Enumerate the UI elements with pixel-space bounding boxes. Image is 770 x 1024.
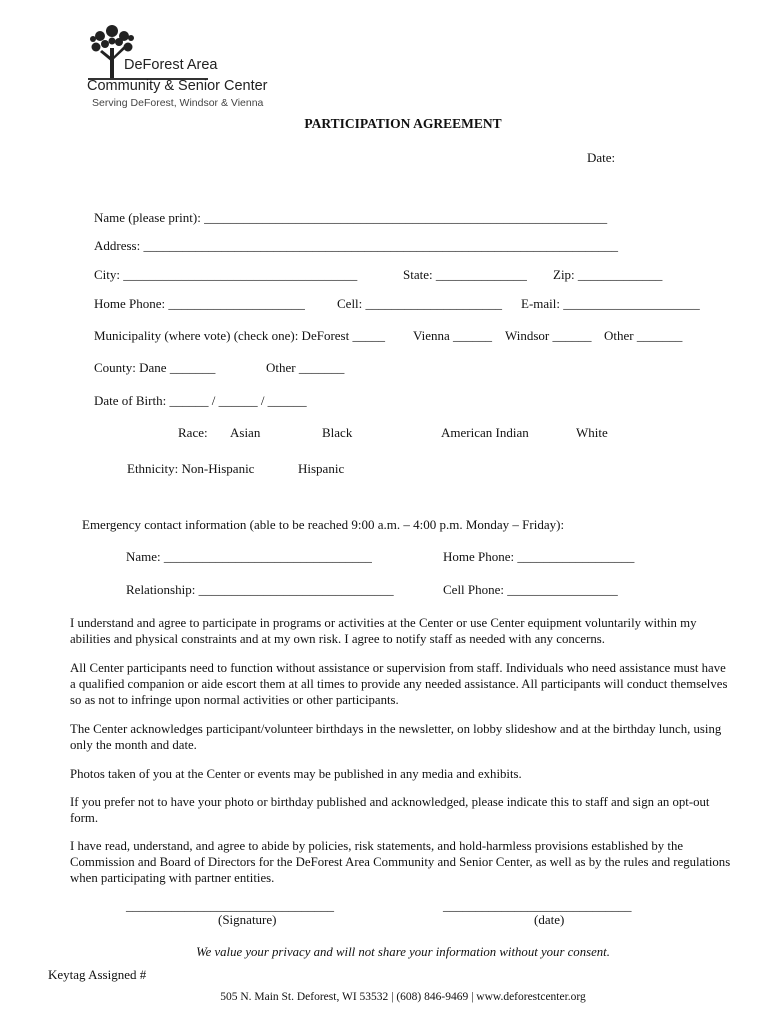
state-field[interactable]: State: ______________: [403, 267, 527, 282]
date-of-birth-field[interactable]: Date of Birth: ______ / ______ / ______: [94, 393, 307, 408]
email-field[interactable]: E-mail: _____________________: [521, 296, 700, 311]
address-field[interactable]: Address: _________________________________________________________________________: [94, 238, 618, 253]
county-dane-option[interactable]: County: Dane _______: [94, 360, 216, 375]
paragraph-opt-out: If you prefer not to have your photo or birthday published and acknowledged, please indicate this to staff and sign an opt-out form.: [70, 795, 710, 825]
org-subname: Community & Senior Center: [87, 78, 268, 94]
privacy-note: We value your privacy and will not share your information without your consent.: [196, 945, 610, 959]
emergency-home-phone-field[interactable]: Home Phone: __________________: [443, 549, 635, 564]
race-option-american-indian[interactable]: American Indian: [441, 425, 529, 440]
race-option-black[interactable]: Black: [322, 425, 353, 440]
paragraph-birthdays: The Center acknowledges participant/volunteer birthdays in the newsletter, on lobby slideshow and at the birthday lunch, using only the month and date.: [70, 722, 722, 752]
signature-label: (Signature): [218, 912, 277, 927]
ethnicity-hispanic-option[interactable]: Hispanic: [298, 461, 345, 476]
municipality-vienna-option[interactable]: Vienna ______: [413, 328, 493, 343]
emergency-cell-phone-field[interactable]: Cell Phone: _________________: [443, 582, 618, 597]
footer-address: 505 N. Main St. Deforest, WI 53532 | (608) 846-9469 | www.deforestcenter.org: [220, 991, 586, 1003]
home-phone-field[interactable]: Home Phone: _____________________: [94, 296, 305, 311]
emergency-heading: Emergency contact information (able to be reached 9:00 a.m. – 4:00 p.m. Monday – Friday):: [82, 517, 565, 532]
paragraph-photos: Photos taken of you at the Center or events may be published in any media and exhibits.: [70, 767, 522, 781]
zip-field[interactable]: Zip: _____________: [553, 267, 663, 282]
date-label: Date:: [587, 150, 616, 165]
race-label: Race:: [178, 425, 208, 440]
race-option-asian[interactable]: Asian: [230, 425, 261, 440]
signature-date-line[interactable]: _____________________________: [443, 898, 632, 913]
municipality-windsor-option[interactable]: Windsor ______: [505, 328, 592, 343]
race-option-white[interactable]: White: [576, 425, 608, 440]
emergency-relationship-field[interactable]: Relationship: ______________________________: [126, 582, 394, 597]
document-title: PARTICIPATION AGREEMENT: [304, 116, 502, 131]
ethnicity-non-hispanic-option[interactable]: Ethnicity: Non-Hispanic: [127, 461, 255, 476]
keytag-label: Keytag Assigned #: [48, 967, 147, 982]
emergency-name-field[interactable]: Name: ________________________________: [126, 549, 372, 564]
signature-date-label: (date): [534, 912, 565, 927]
paragraph-participation: I understand and agree to participate in programs or activities at the Center or use Center equipment voluntarily within my abilities and physical constraints and at my own risk. I agree to notify staff as needed with any concerns.: [70, 616, 697, 646]
cell-field[interactable]: Cell: _____________________: [337, 296, 503, 311]
name-field[interactable]: Name (please print): ______________________________________________________________: [94, 210, 608, 225]
paragraph-assistance: All Center participants need to function without assistance or supervision from staff. Individuals who need assistance must have a qualified companion or aide escort them at all times to provide any needed assistance. All participants will conduct themselves so as not to infringe upon normal activities or other participants.: [70, 661, 728, 707]
paragraph-agreement: I have read, understand, and agree to abide by policies, risk statements, and hold-harmless provisions established by the Commission and Board of Directors for the DeForest Area Community and Senior Center, as well as by the rules and regulations when participating with partner entities.: [70, 839, 731, 885]
signature-line[interactable]: ________________________________: [126, 898, 334, 913]
municipality-other-option[interactable]: Other _______: [604, 328, 683, 343]
org-name: DeForest Area: [124, 57, 218, 73]
municipality-deforest-option[interactable]: Municipality (where vote) (check one): DeForest _____: [94, 328, 385, 343]
city-field[interactable]: City: ____________________________________: [94, 267, 358, 282]
org-tagline: Serving DeForest, Windsor & Vienna: [92, 97, 264, 109]
county-other-option[interactable]: Other _______: [266, 360, 345, 375]
